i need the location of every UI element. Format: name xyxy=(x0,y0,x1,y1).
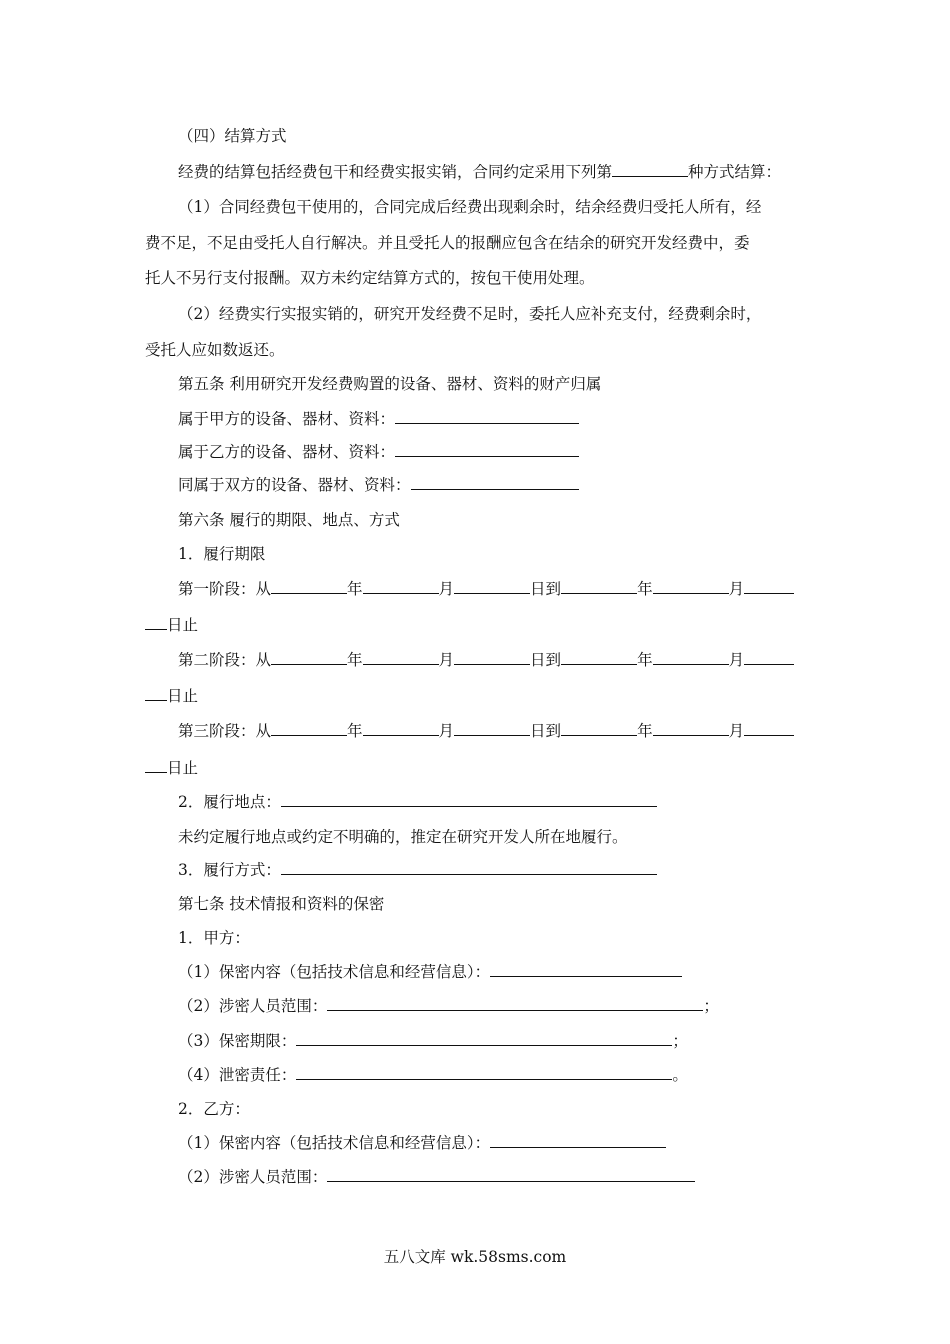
date-range-line-cont xyxy=(145,757,198,779)
field-label: （2）涉密人员范围： xyxy=(178,1168,328,1186)
blank-line[interactable] xyxy=(296,1030,672,1046)
text: 年 xyxy=(637,722,653,740)
text: 。 xyxy=(672,1066,688,1084)
field-label: 第三阶段：从 xyxy=(178,722,272,740)
paragraph-line: （1）合同经费包干使用的，合同完成后经费出现剩余时，结余经费归受托人所有，经 xyxy=(178,198,762,216)
paragraph-line xyxy=(178,161,781,183)
blank-line[interactable] xyxy=(561,649,637,665)
form-line xyxy=(178,791,657,813)
blank-line[interactable] xyxy=(296,1064,672,1080)
text: 种方式结算： xyxy=(688,163,782,181)
blank-line[interactable] xyxy=(653,649,729,665)
blank-line[interactable] xyxy=(454,649,530,665)
blank-line[interactable] xyxy=(561,578,637,594)
form-line xyxy=(178,1030,688,1052)
blank-line[interactable] xyxy=(363,578,439,594)
text: 年 xyxy=(637,651,653,669)
date-range-line xyxy=(178,649,794,671)
sub-heading: 1．甲方： xyxy=(178,929,250,947)
date-range-line xyxy=(178,720,794,742)
field-label: （2）涉密人员范围： xyxy=(178,997,328,1015)
paragraph-line: （2）经费实行实报实销的，研究开发经费不足时，委托人应补充支付，经费剩余时， xyxy=(178,305,762,323)
text: 日止 xyxy=(167,687,199,705)
field-label: 同属于双方的设备、器材、资料： xyxy=(178,476,411,494)
blank-line[interactable] xyxy=(454,720,530,736)
paragraph-line: 托人不另行支付报酬。双方未约定结算方式的，按包干使用处理。 xyxy=(145,269,595,287)
text: 日到 xyxy=(530,580,562,598)
footer-watermark: 五八文库 wk.58sms.com xyxy=(383,1248,567,1266)
paragraph-line: 未约定履行地点或约定不明确的，推定在研究开发人所在地履行。 xyxy=(178,828,628,846)
blank-line[interactable] xyxy=(327,995,703,1011)
date-range-line xyxy=(178,578,794,600)
blank-line[interactable] xyxy=(744,720,794,736)
blank-line[interactable] xyxy=(327,1166,695,1182)
paragraph-line: 受托人应如数返还。 xyxy=(145,341,285,359)
sub-heading: 2．乙方： xyxy=(178,1100,250,1118)
text: 日止 xyxy=(167,759,199,777)
article-title: 第六条 履行的期限、地点、方式 xyxy=(178,511,400,529)
text: 年 xyxy=(637,580,653,598)
text: 月 xyxy=(728,722,745,740)
text: 年 xyxy=(347,722,363,740)
paragraph-line: 费不足，不足由受托人自行解决。并且受托人的报酬应包含在结余的研究开发经费中，委 xyxy=(145,234,750,252)
form-line xyxy=(178,408,579,430)
blank-line[interactable] xyxy=(454,578,530,594)
blank-line[interactable] xyxy=(490,961,682,977)
blank-line[interactable] xyxy=(145,614,167,630)
form-line xyxy=(178,859,657,881)
blank-line[interactable] xyxy=(145,685,167,701)
blank-line[interactable] xyxy=(281,859,657,875)
field-label: （1）保密内容（包括技术信息和经营信息）： xyxy=(178,963,491,981)
blank-line[interactable] xyxy=(561,720,637,736)
blank-line[interactable] xyxy=(612,161,688,177)
blank-line[interactable] xyxy=(145,757,167,773)
form-line xyxy=(178,474,579,496)
date-range-line-cont xyxy=(145,685,198,707)
blank-line[interactable] xyxy=(271,578,347,594)
date-range-line-cont xyxy=(145,614,198,636)
field-label: 第二阶段：从 xyxy=(178,651,272,669)
field-label: （4）泄密责任： xyxy=(178,1066,297,1084)
text: 年 xyxy=(347,580,363,598)
text: 月 xyxy=(438,580,455,598)
form-line xyxy=(178,1064,688,1086)
field-label: 属于甲方的设备、器材、资料： xyxy=(178,410,396,428)
blank-line[interactable] xyxy=(744,649,794,665)
sub-heading: 1．履行期限 xyxy=(178,545,266,563)
text: ； xyxy=(672,1032,688,1050)
blank-line[interactable] xyxy=(363,649,439,665)
text: 月 xyxy=(728,651,745,669)
text: 日到 xyxy=(530,651,562,669)
field-label: （3）保密期限： xyxy=(178,1032,297,1050)
blank-line[interactable] xyxy=(744,578,794,594)
text: ； xyxy=(703,997,719,1015)
section-heading: （四）结算方式 xyxy=(178,127,287,145)
text: 日止 xyxy=(167,616,199,634)
blank-line[interactable] xyxy=(653,578,729,594)
field-label: 属于乙方的设备、器材、资料： xyxy=(178,443,396,461)
blank-line[interactable] xyxy=(395,441,579,457)
blank-line[interactable] xyxy=(395,408,579,424)
text: 日到 xyxy=(530,722,562,740)
blank-line[interactable] xyxy=(271,649,347,665)
blank-line[interactable] xyxy=(363,720,439,736)
article-title: 第五条 利用研究开发经费购置的设备、器材、资料的财产归属 xyxy=(178,375,602,393)
field-label: （1）保密内容（包括技术信息和经营信息）： xyxy=(178,1134,491,1152)
blank-line[interactable] xyxy=(490,1132,666,1148)
text: 月 xyxy=(438,651,455,669)
field-label: 第一阶段：从 xyxy=(178,580,272,598)
blank-line[interactable] xyxy=(411,474,579,490)
article-title: 第七条 技术情报和资料的保密 xyxy=(178,895,385,913)
form-line xyxy=(178,961,682,983)
field-label: 2．履行地点： xyxy=(178,793,281,811)
form-line xyxy=(178,1132,666,1154)
text: 月 xyxy=(438,722,455,740)
text: 经费的结算包括经费包干和经费实报实销，合同约定采用下列第 xyxy=(178,163,613,181)
field-label: 3．履行方式： xyxy=(178,861,281,879)
text: 月 xyxy=(728,580,745,598)
form-line xyxy=(178,1166,695,1188)
form-line xyxy=(178,995,719,1017)
form-line xyxy=(178,441,579,463)
blank-line[interactable] xyxy=(653,720,729,736)
text: 年 xyxy=(347,651,363,669)
blank-line[interactable] xyxy=(271,720,347,736)
blank-line[interactable] xyxy=(281,791,657,807)
